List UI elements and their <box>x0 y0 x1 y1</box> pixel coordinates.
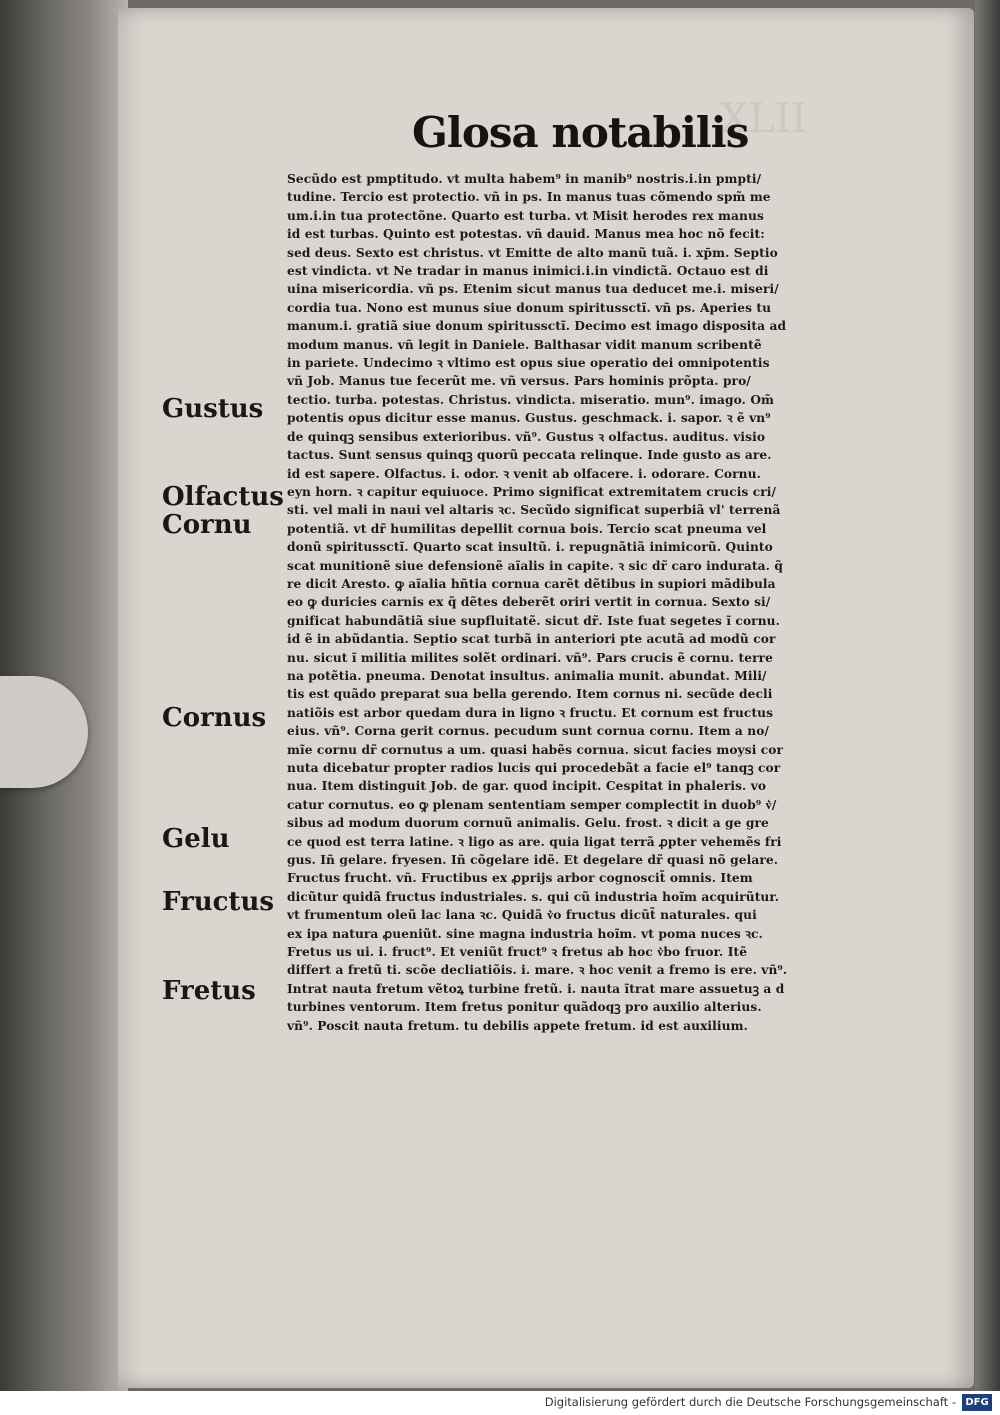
text-line: na potẽtia. pneuma. Denotat insultus. animalia munit. abundat. Mili/ <box>287 668 767 683</box>
text-line: modum manus. vñ legit in Daniele. Balthasar vidit manum scribentẽ <box>287 337 762 352</box>
text-line: turbines ventorum. Item fretus ponitur quãdoqꝫ pro auxilio alterius. <box>287 1000 762 1015</box>
margin-term-cornus: Cornus <box>162 703 267 733</box>
bleed-through-heading: XLII <box>720 96 807 142</box>
footer-bar <box>0 1391 1000 1415</box>
text-line: nu. sicut ĩ militia milites solẽt ordinari. vñ⁹. Pars crucis ẽ cornu. terre <box>287 650 773 665</box>
text-line: dicũtur quidã fructus industriales. s. qui cũ industria hoĩm acquirũtur. <box>287 889 780 904</box>
text-line: vñ⁹. Poscit nauta fretum. tu debilis appete fretum. id est auxilium. <box>287 1018 748 1033</box>
text-line: natiõis est arbor quedam dura in ligno ꝛ fructu. Et cornum est fructus <box>287 705 774 720</box>
text-line: re dicit Aresto. ꝙ aĩalia hñtia cornua carẽt dẽtibus in supiori mãdibula <box>287 576 776 591</box>
text-line: tectio. turba. potestas. Christus. vindicta. miseratio. mun⁹. imago. Om̃ <box>287 392 775 407</box>
text-line: id est turbas. Quinto est potestas. vñ dauid. Manus mea hoc nõ fecit: <box>287 227 765 242</box>
text-line: Fructus frucht. vñ. Fructibus ex ꝓprijs arbor cognoscit̃ omnis. Item <box>287 871 753 886</box>
text-line: mĩe cornu dr̃ cornutus a um. quasi habẽs cornua. sicut facies moysi cor <box>287 742 784 757</box>
margin-term-gelu: Gelu <box>162 824 230 854</box>
text-line: potentiã. vt dr̃ humilitas depellit cornua bois. Tercio scat pneuma vel <box>287 521 767 536</box>
text-line: id ẽ in abũdantia. Septio scat turbã in anteriori pte acutã ad modũ cor <box>287 632 776 647</box>
text-line: scat munitionẽ siue defensionẽ aĩalis in capite. ꝛ sic dr̃ caro indurata. q̃ <box>287 558 783 573</box>
text-line: differt a fretũ ti. scõe decliatiõis. i. mare. ꝛ hoc venit a fremo is ere. vñ⁹. <box>287 963 788 978</box>
text-line: donũ spiritussctĩ. Quarto scat insultũ. i. repugnãtiã inimicorũ. Quinto <box>287 540 773 555</box>
text-line: est vindicta. vt Ne tradar in manus inimici.i.in vindictã. Octauo est di <box>287 264 769 279</box>
text-line: Intrat nauta fretum vẽtoꝝ turbine fretũ. i. nauta ĩtrat mare assuetuꝫ a d <box>287 981 785 996</box>
text-line: tactus. Sunt sensus quinqꝫ quorũ peccata relinque. Inde gusto as are. <box>287 448 772 463</box>
text-line: nuta dicebatur propter radios lucis qui procedebãt a facie el⁹ tanqꝫ cor <box>287 761 781 775</box>
funding-notice: Digitalisierung gefördert durch die Deutsche Forschungsgemeinschaft - <box>544 1395 956 1409</box>
margin-term-fretus: Fretus <box>162 976 256 1006</box>
text-line: um.i.in tua protectõne. Quarto est turba. vt Misit herodes rex manus <box>287 208 764 223</box>
text-line: ex ipa natura ꝓueniũt. sine magna industria hoĩm. vt poma nuces ꝛc. <box>287 926 763 941</box>
text-line: sed deus. Sexto est christus. vt Emitte de alto manũ tuã. i. xp̄m. Septio <box>287 245 778 260</box>
margin-term-olfactus: Olfactus <box>162 482 284 512</box>
text-line: vt frumentum oleũ lac lana ꝛc. Quidã v͛o fructus dicũt̃ naturales. qui <box>287 908 757 923</box>
text-line: manum.i. gratiã siue donum spiritussctĩ. Decimo est imago disposita ad <box>287 319 787 334</box>
text-line: cordia tua. Nono est munus siue donum spiritussctĩ. vñ ps. Aperies tu <box>287 300 772 315</box>
text-line: tudine. Tercio est protectio. vñ in ps. In manus tuas cõmendo spm̃ me <box>287 190 771 205</box>
text-line: nua. Item distinguit Job. de gar. quod incipit. Cespitat in phaleris. vo <box>287 779 767 794</box>
page-heading: Glosa notabilis <box>412 108 749 157</box>
book-spine <box>975 0 1000 1415</box>
text-line: gnificat habundãtiã siue supfluitatẽ. sicut dr̃. Iste fuat segetes ĩ cornu. <box>287 613 780 628</box>
text-line: catur cornutus. eo ꝙ plenam sententiam semper complectit in duob⁹ v͛/ <box>287 797 777 812</box>
text-line: uina misericordia. vñ ps. Etenim sicut manus tua deducet me.i. miseri/ <box>287 282 779 297</box>
text-line: eyn horn. ꝛ capitur equiuoce. Primo significat extremitatem crucis cri/ <box>287 484 777 499</box>
text-line: ce quod est terra latine. ꝛ ligo as are. quia ligat terrã ꝓpter vehemẽs fri <box>287 834 782 849</box>
dfg-logo: DFG <box>962 1394 992 1411</box>
text-line: tis est quãdo preparat sua bella gerendo. Item cornus ni. secũde decli <box>287 687 773 702</box>
text-line: potentis opus dicitur esse manus. Gustus. geschmack. i. sapor. ꝛ ẽ vn⁹ <box>287 411 771 426</box>
gloss-body-text <box>287 170 887 1035</box>
margin-term-fructus: Fructus <box>162 887 274 917</box>
text-line: eius. vñ⁹. Corna gerit cornus. pecudum sunt cornua cornu. Item a no/ <box>287 724 769 739</box>
text-line: id est sapere. Olfactus. i. odor. ꝛ venit ab olfacere. i. odorare. Cornu. <box>287 466 761 481</box>
text-line: in pariete. Undecimo ꝛ vltimo est opus siue operatio dei omnipotentis <box>287 356 770 371</box>
text-line: sibus ad modum duorum cornuũ animalis. Gelu. frost. ꝛ dicit a ge gre <box>287 816 769 831</box>
text-line: Secũdo est pmptitudo. vt multa habem⁹ in manib⁹ nostris.i.in pmpti/ <box>287 172 762 186</box>
text-line: de quinqꝫ sensibus exterioribus. vñ⁹. Gustus ꝛ olfactus. auditus. visio <box>287 429 766 444</box>
text-line: gus. Iñ gelare. fryesen. Iñ cõgelare idẽ. Et degelare dr̃ quasi nõ gelare. <box>287 853 779 868</box>
text-line: eo ꝙ duricies carnis ex q̃ dẽtes deberẽt oriri vertit in cornua. Sexto si/ <box>287 595 771 610</box>
text-line: sti. vel mali in naui vel altaris ꝛc. Secũdo significat superbiã vl' terrenã <box>287 503 781 518</box>
margin-term-cornu: Cornu <box>162 510 252 540</box>
text-line: Fretus us ui. i. fruct⁹. Et veniũt fruct⁹ ꝛ fretus ab hoc v͛bo fruor. Itẽ <box>287 945 748 960</box>
margin-term-gustus: Gustus <box>162 394 264 424</box>
text-line: vñ Job. Manus tue fecerũt me. vñ versus. Pars hominis prõpta. pro/ <box>287 374 751 389</box>
